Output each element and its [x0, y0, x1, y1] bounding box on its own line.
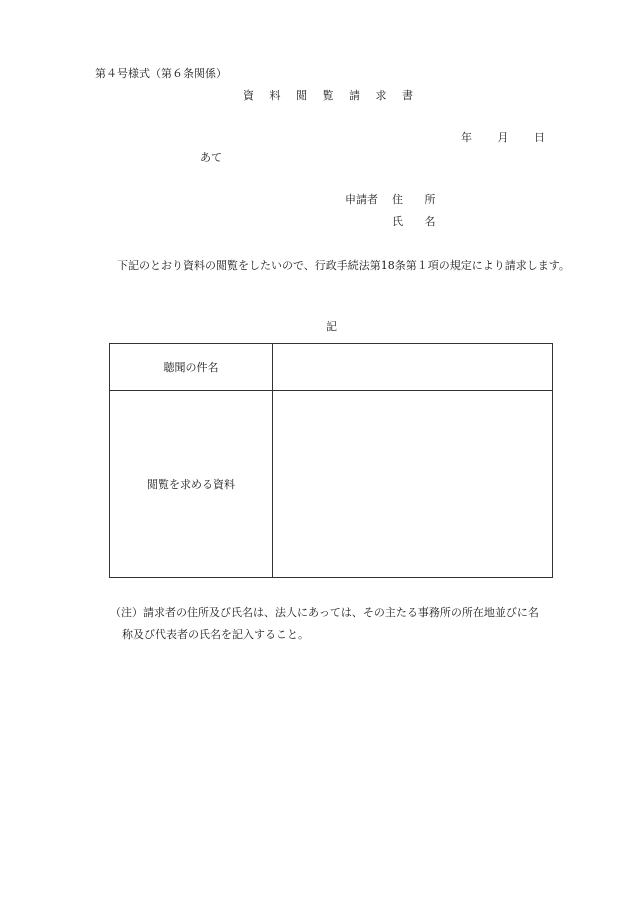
date-day: 日	[534, 131, 545, 144]
name-label	[392, 215, 454, 229]
document-title	[243, 89, 425, 103]
name-char: 氏	[392, 215, 403, 228]
hearing-subject-label: 聴聞の件名	[110, 344, 273, 391]
title-char: 求	[375, 89, 387, 102]
note-head: （注）	[110, 606, 143, 619]
name-char: 名	[424, 215, 436, 228]
date-year: 年	[461, 131, 472, 144]
requested-materials-field[interactable]	[273, 391, 553, 578]
table-row	[110, 391, 553, 578]
title-char: 書	[402, 89, 413, 102]
title-char: 請	[349, 89, 360, 102]
table-row	[110, 344, 553, 391]
title-char: 閲	[296, 89, 307, 102]
address-label	[392, 193, 454, 207]
ki-heading: 記	[326, 320, 337, 333]
note-line2: 称及び代表者の氏名を記入すること。	[122, 628, 309, 641]
date-month: 月	[497, 131, 509, 144]
requested-materials-label: 閲覧を求める資料	[110, 391, 273, 578]
address-char: 住	[392, 193, 403, 206]
address-char: 所	[424, 193, 436, 206]
title-char: 料	[269, 89, 281, 102]
applicant-label: 申請者	[345, 193, 378, 206]
addressee-suffix: あて	[200, 151, 222, 164]
title-char: 資	[243, 89, 254, 102]
note	[110, 602, 580, 646]
date-line	[461, 131, 567, 145]
note-line1: 請求者の住所及び氏名は、法人にあっては、その主たる事務所の所在地並びに名	[143, 606, 539, 619]
hearing-subject-field[interactable]	[273, 344, 553, 391]
request-table	[109, 343, 553, 578]
form-number: 第４号様式（第６条関係）	[95, 67, 227, 80]
request-statement: 下記のとおり資料の閲覧をしたいので、行政手続法第18条第１項の規定により請求します。	[117, 259, 570, 272]
title-char: 覧	[322, 89, 334, 102]
